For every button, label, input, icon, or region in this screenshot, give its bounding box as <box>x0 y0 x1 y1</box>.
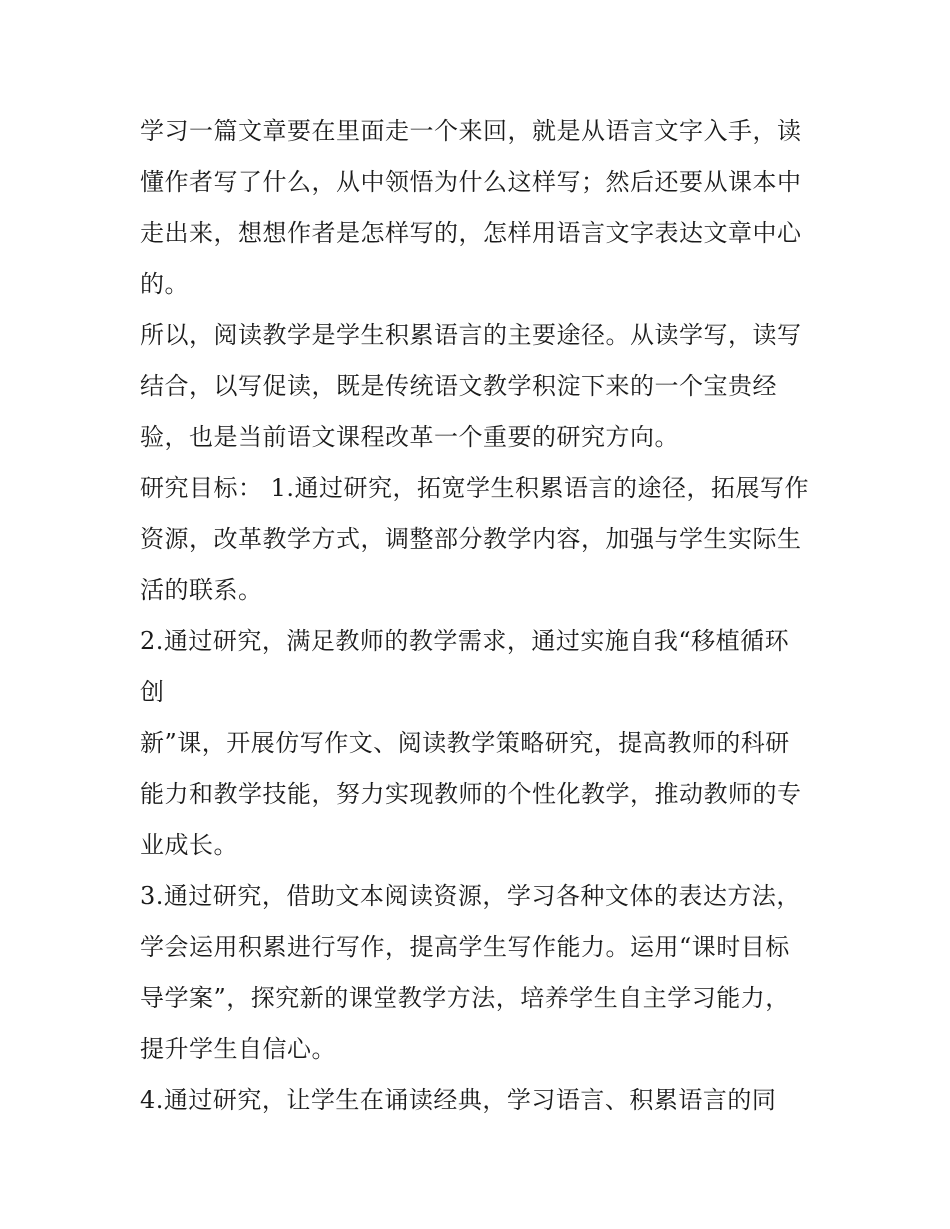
text-line: 业成长。 <box>140 831 238 859</box>
text-line: 研究目标： 1.通过研究，拓宽学生积累语言的途径，拓展写作 <box>140 474 810 502</box>
text-line: 3.通过研究，借助文本阅读资源，学习各种文体的表达方法， <box>140 882 801 910</box>
text-line: 2.通过研究，满足教师的教学需求，通过实施自我“移植循环 <box>140 627 790 655</box>
text-line: 提升学生自信心。 <box>140 1035 336 1063</box>
text-line: 的。 <box>140 270 189 298</box>
text-line: 懂作者写了什么，从中领悟为什么这样写；然后还要从课本中 <box>140 168 802 196</box>
text-line: 4.通过研究，让学生在诵读经典，学习语言、积累语言的同 <box>140 1086 777 1114</box>
text-line: 走出来，想想作者是怎样写的，怎样用语言文字表达文章中心 <box>140 219 802 247</box>
text-line: 验，也是当前语文课程改革一个重要的研究方向。 <box>140 423 679 451</box>
text-line: 能力和教学技能，努力实现教师的个性化教学，推动教师的专 <box>140 780 802 808</box>
text-line: 结合，以写促读，既是传统语文教学积淀下来的一个宝贵经 <box>140 372 777 400</box>
text-line: 资源，改革教学方式，调整部分教学内容，加强与学生实际生 <box>140 525 802 553</box>
text-line: 创 <box>140 678 165 706</box>
text-line: 活的联系。 <box>140 576 263 604</box>
text-line: 所以，阅读教学是学生积累语言的主要途径。从读学写，读写 <box>140 321 802 349</box>
text-line: 学习一篇文章要在里面走一个来回，就是从语言文字入手，读 <box>140 117 802 145</box>
text-line: 导学案”，探究新的课堂教学方法，培养学生自主学习能力， <box>140 984 790 1012</box>
text-line: 新”课，开展仿写作文、阅读教学策略研究，提高教师的科研 <box>140 729 790 757</box>
text-line: 学会运用积累进行写作，提高学生写作能力。运用“课时目标 <box>140 933 790 961</box>
body-text <box>140 106 820 1126</box>
